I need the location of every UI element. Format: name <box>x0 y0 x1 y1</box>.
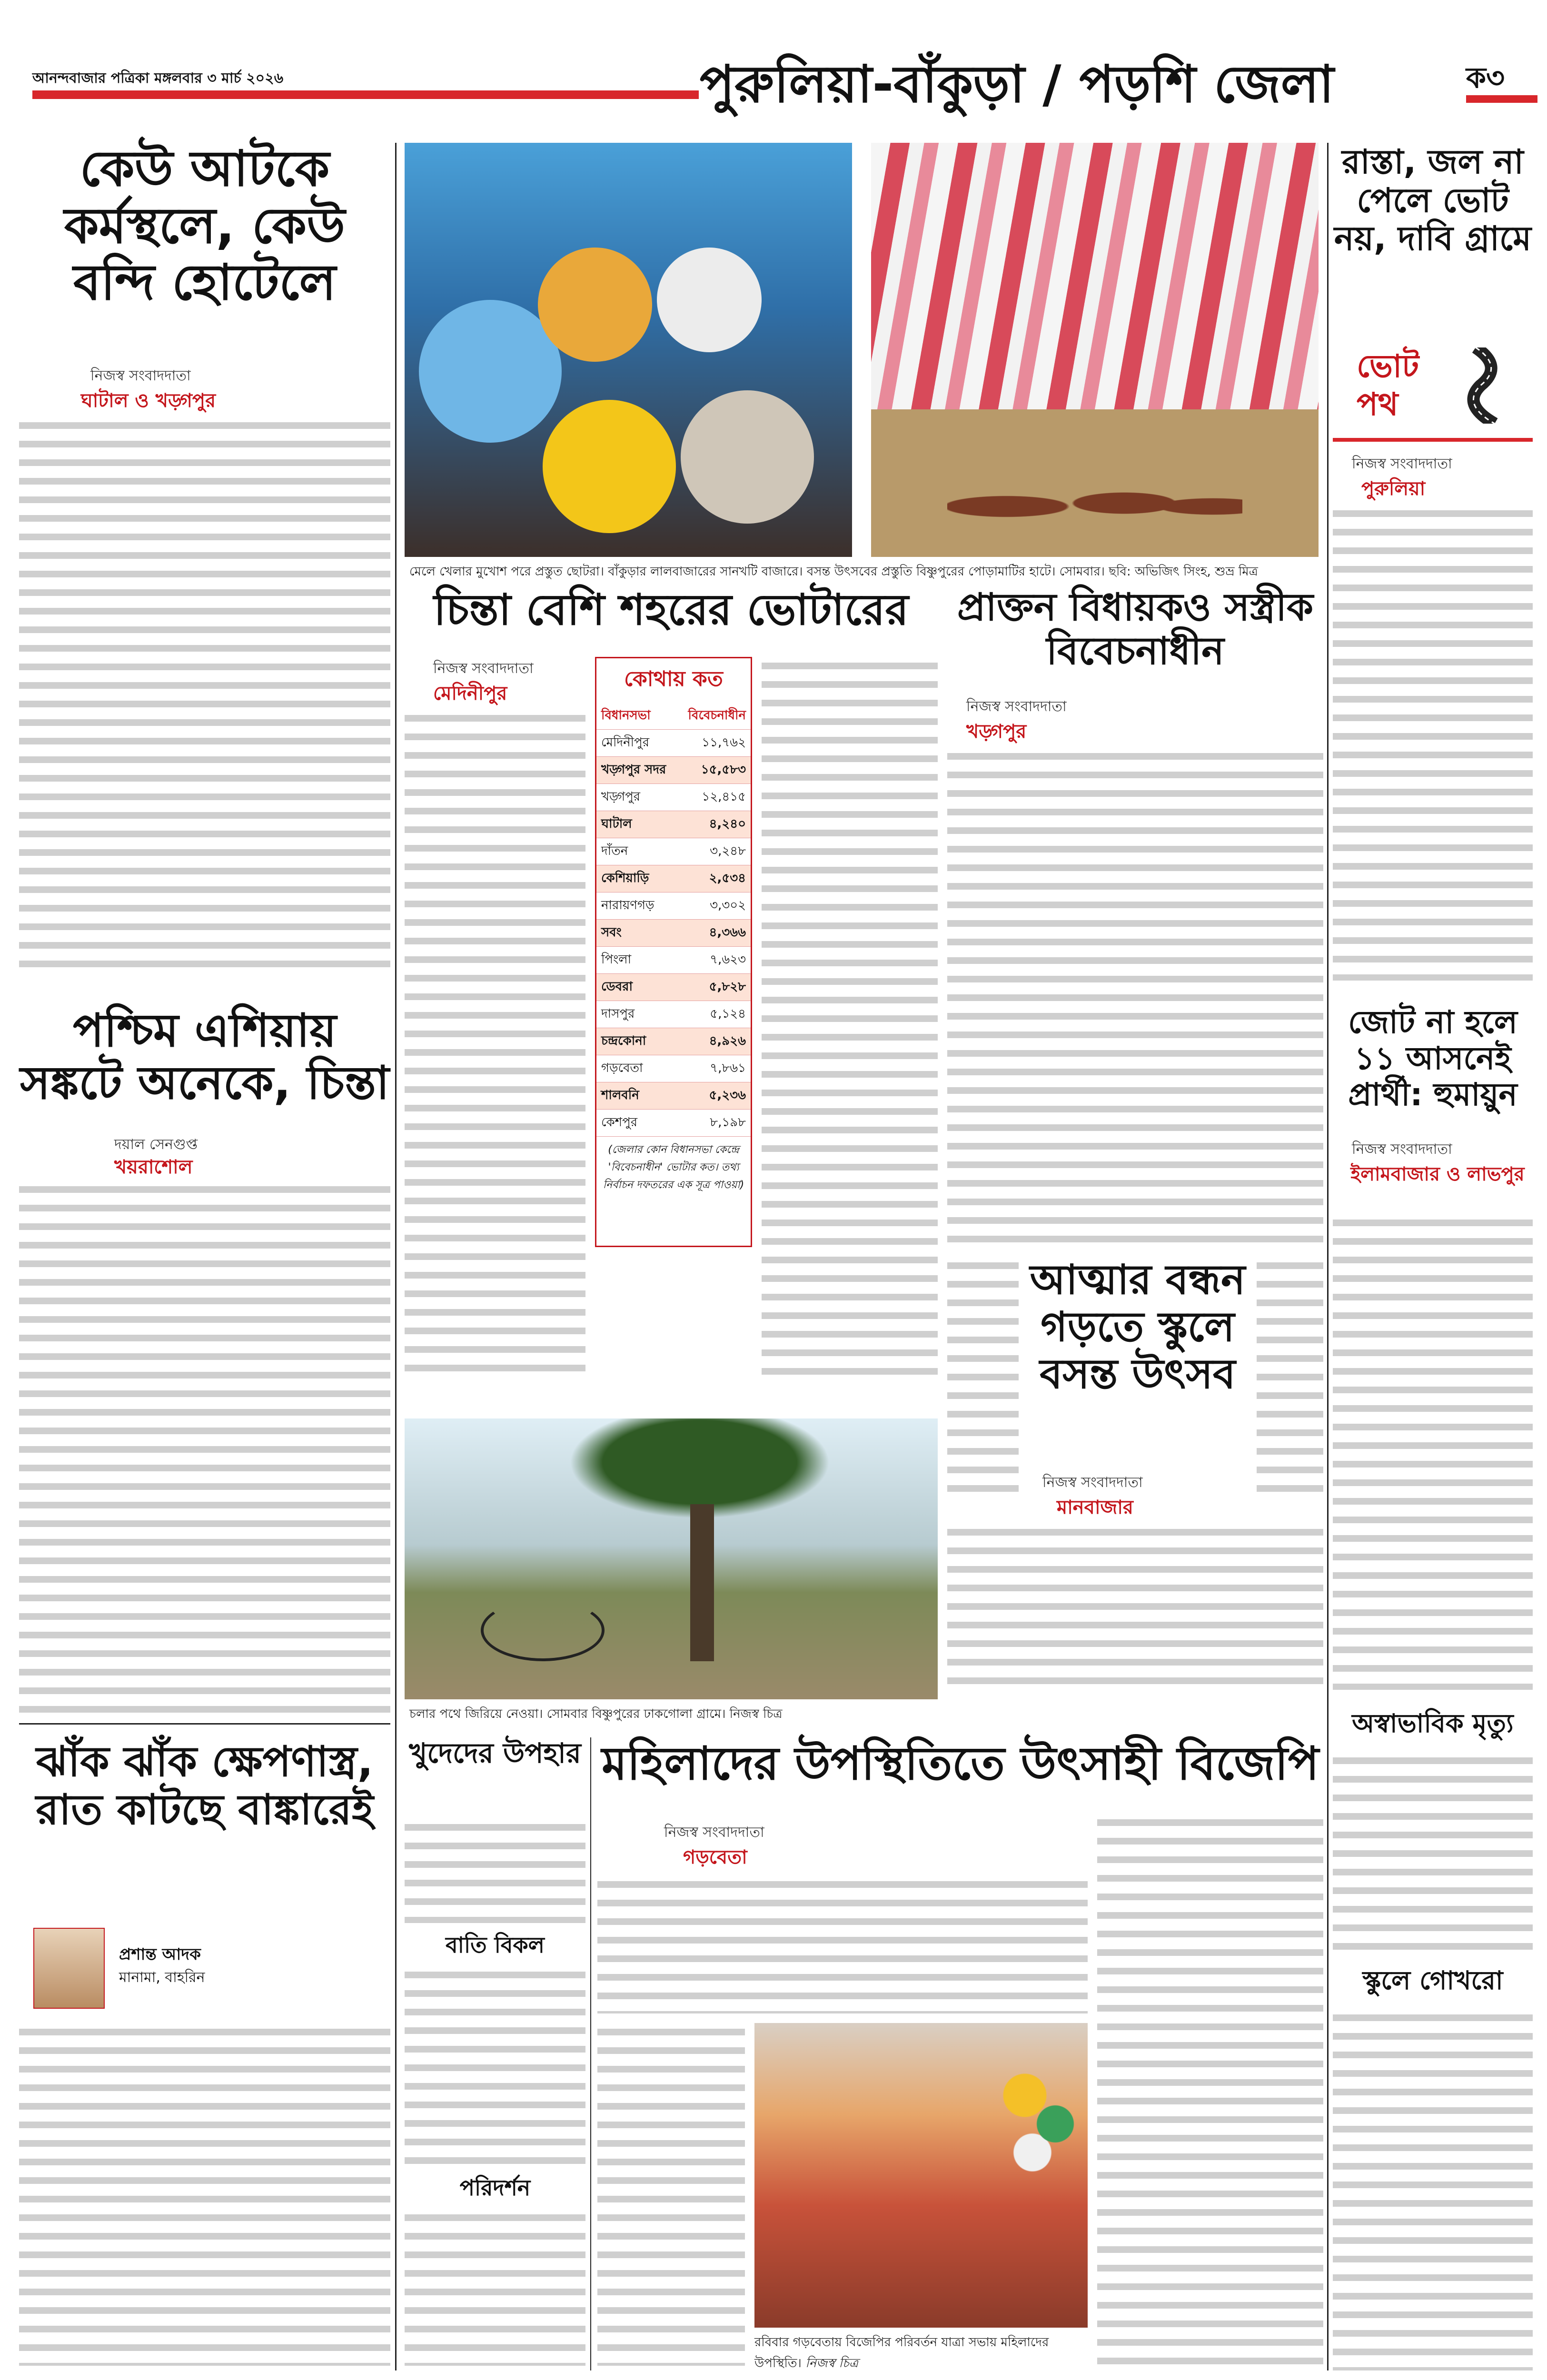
constituency-name: খড়্গপুর সদর <box>596 757 677 784</box>
constituency-name: নারায়ণগড় <box>596 892 677 920</box>
text-lines <box>19 2023 390 2366</box>
pending-count: ৪,৯২৬ <box>677 1028 751 1055</box>
article-body <box>1333 1752 1533 1952</box>
dateline: ইলামবাজার ও লাভপুর <box>1350 1163 1525 1185</box>
road-icon <box>1466 347 1509 424</box>
table-row <box>596 920 751 947</box>
table-row <box>596 1055 751 1082</box>
section-title: পুরুলিয়া-বাঁকুড়া / পড়শি জেলা <box>700 55 1334 114</box>
text-lines <box>405 709 585 1376</box>
article-body <box>19 1180 390 1714</box>
photo-fair-tent <box>871 143 1319 557</box>
headline: ঝাঁক ঝাঁক ক্ষেপণাস্ত্র, রাত কাটছে বাঙ্কারেই <box>36 1737 374 1835</box>
table-note: (জেলার কোন বিধানসভা কেন্দ্রে 'বিবেচনাধীন' ভোটার কত। তথ্য নির্বাচন দফতরের এক সূত্র পাওয়া) <box>603 1144 744 1191</box>
article-cobra <box>1333 1966 1533 2375</box>
text-lines <box>597 2023 745 2366</box>
article-body <box>1333 2009 1533 2370</box>
byline: নিজস্ব সংবাদদাতা <box>1042 1474 1143 1491</box>
constituency-name: পিংলা <box>596 947 677 974</box>
photo-caption <box>409 562 1314 583</box>
caption-1: মেলে খেলার মুখোশ পরে প্রস্তুত ছোটরা। বাঁকুড়ার লালবাজারের সানখটি বাজারে। <box>409 565 803 579</box>
photo-tree <box>405 1418 938 1699</box>
dateline: মানবাজার <box>1057 1497 1133 1518</box>
article-stranded <box>19 140 390 988</box>
headline: খুদেদের উপহার <box>409 1737 581 1769</box>
table-row <box>596 784 751 811</box>
headline: পশ্চিম এশিয়ায় সঙ্কটে অনেকে, চিন্তা <box>20 1004 389 1110</box>
text-lines <box>405 1818 585 1923</box>
pending-count: ৭,৮৬১ <box>677 1055 751 1082</box>
photo-caption <box>754 2332 1088 2374</box>
masthead <box>0 0 1547 114</box>
constituency-table <box>596 703 751 1137</box>
article-body-3 <box>947 1523 1323 1690</box>
column-rule <box>590 1737 591 2370</box>
bicycle <box>481 1599 605 1661</box>
caption-4: রবিবার গড়বেতায় বিজেপির পরিবর্তন যাত্রা সভায় মহিলাদের উপস্থিতি। <box>754 2335 1049 2370</box>
article-unnatural-death <box>1333 1709 1533 1956</box>
text-lines <box>947 747 1323 1242</box>
text-lines <box>1097 1814 1323 2366</box>
text-lines <box>1333 505 1533 981</box>
headline: প্রাক্তন বিধায়কও সস্ত্রীক বিবেচনাধীন <box>957 585 1314 673</box>
pending-count: ২,৫৩৪ <box>677 865 751 892</box>
byline: নিজস্ব সংবাদদাতা <box>1352 1141 1452 1158</box>
constituency-name: গড়বেতা <box>596 1055 677 1082</box>
column-rule <box>1327 143 1329 2370</box>
article-bunker <box>19 1737 390 2375</box>
constituency-name: দাঁতন <box>596 838 677 865</box>
text-lines <box>405 2209 585 2366</box>
constituency-name: কেশপুর <box>596 1110 677 1137</box>
column-rule <box>395 143 397 2370</box>
constituency-name: মেদিনীপুর <box>596 730 677 757</box>
text-lines <box>597 1875 1088 2013</box>
headline: মহিলাদের উপস্থিতিতে উৎসাহী বিজেপি <box>602 1737 1319 1790</box>
mask-tiger-white <box>681 390 814 524</box>
caption-credit: নিজস্ব চিত্র <box>805 2356 858 2370</box>
pending-count: ১২,৪১৫ <box>677 784 751 811</box>
text-lines <box>19 416 390 978</box>
separator <box>19 1723 390 1725</box>
mask-clown <box>657 248 762 352</box>
clay-mounds <box>947 466 1242 533</box>
text-lines <box>947 1257 1019 1495</box>
masthead-rule-right <box>1466 95 1537 103</box>
byline: নিজস্ব সংবাদদাতা <box>433 660 534 677</box>
photo-caption: চলার পথে জিরিয়ে নেওয়া। সোমবার বিষ্ণুপুরের ঢাকগোলা গ্রামে। নিজস্ব চিত্র <box>409 1707 783 1721</box>
constituency-name: ডেবরা <box>596 974 677 1001</box>
headline: চিন্তা বেশি শহরের ভোটারের <box>434 585 909 635</box>
pending-count: ১৫,৫৮৩ <box>677 757 751 784</box>
table-row <box>596 1082 751 1110</box>
table-row <box>596 1110 751 1137</box>
author-place: মানামা, বাহরিন <box>119 1969 205 1986</box>
headline: আত্মার বন্ধন গড়তে স্কুলে বসন্ত উৎসব <box>1030 1256 1246 1398</box>
table-row <box>596 730 751 757</box>
pending-count: ৪,২৪০ <box>677 811 751 838</box>
tree-trunk <box>690 1504 714 1661</box>
article-west-asia <box>19 1004 390 1718</box>
pending-count: ৫,১২৪ <box>677 1001 751 1028</box>
article-body <box>19 416 390 978</box>
col-header-pending: বিবেচনাধীন <box>677 703 751 730</box>
dateline: মেদিনীপুর <box>433 683 507 704</box>
constituency-name: খড়্গপুর <box>596 784 677 811</box>
byline: নিজস্ব সংবাদদাতা <box>664 1824 764 1841</box>
article-no-vote <box>1333 143 1533 990</box>
article-urban-voters <box>405 585 938 1395</box>
table-row <box>596 1028 751 1055</box>
text-lines <box>1333 1752 1533 1952</box>
article-ex-mla <box>947 585 1323 1252</box>
article-bjp-women <box>597 1737 1323 2375</box>
pending-count: ৭,৬২৩ <box>677 947 751 974</box>
pending-count: ৫,২৩৬ <box>677 1082 751 1110</box>
byline: দয়াল সেনগুপ্ত <box>114 1136 198 1153</box>
text-lines <box>19 1180 390 1714</box>
photo-masks <box>405 143 852 557</box>
constituency-name: দাসপুর <box>596 1001 677 1028</box>
logo-rule <box>1333 438 1533 442</box>
byline: নিজস্ব সংবাদদাতা <box>966 698 1067 715</box>
text-lines <box>405 1966 585 2166</box>
article-body <box>947 747 1323 1242</box>
issue-date: মঙ্গলবার ৩ মার্চ ২০২৬ <box>154 70 284 87</box>
headline: কেউ আটকে কর্মস্থলে, কেউ বন্দি হোটেলে <box>64 139 346 312</box>
paper-date-line <box>32 67 283 91</box>
dateline: পুরুলিয়া <box>1361 478 1426 500</box>
headline: অস্বাভাবিক মৃত্যু <box>1352 1708 1514 1738</box>
photo-rally <box>754 2023 1088 2328</box>
article-body <box>1333 505 1533 981</box>
article-body-3 <box>405 2209 585 2366</box>
table-box <box>595 657 752 1247</box>
table-row <box>596 1001 751 1028</box>
series-logo <box>1357 347 1509 433</box>
dateline: খড়্গপুর <box>966 721 1027 743</box>
pending-count: ৩,২৪৮ <box>677 838 751 865</box>
article-body <box>19 2023 390 2366</box>
text-lines <box>1333 1214 1533 1690</box>
page-number: ক৩ <box>1466 61 1505 95</box>
table-row <box>596 811 751 838</box>
text-lines <box>1257 1257 1323 1495</box>
dateline: খয়রাশোল <box>114 1156 193 1178</box>
table-row <box>596 974 751 1001</box>
constituency-name: সবং <box>596 920 677 947</box>
text-lines <box>947 1523 1323 1690</box>
constituency-name: শালবনি <box>596 1082 677 1110</box>
author-name: প্রশান্ত আদক <box>119 1945 201 1964</box>
pending-count: ৩,৩০২ <box>677 892 751 920</box>
author-photo <box>33 1928 105 2009</box>
article-gifts <box>405 1737 585 2375</box>
constituency-name: ঘাটাল <box>596 811 677 838</box>
article-body-2 <box>762 657 938 1376</box>
table-row <box>596 892 751 920</box>
pending-count: ১১,৭৬২ <box>677 730 751 757</box>
byline: নিজস্ব সংবাদদাতা <box>1352 456 1452 472</box>
constituency-name: চন্দ্রকোনা <box>596 1028 677 1055</box>
article-body-2 <box>1257 1257 1323 1495</box>
pending-count: ৫,৮২৮ <box>677 974 751 1001</box>
subhead-light-outage: বাতি বিকল <box>446 1932 545 1958</box>
article-body-2 <box>1097 1814 1323 2366</box>
article-body <box>405 1818 585 1923</box>
pending-count: ৮,১৯৮ <box>677 1110 751 1137</box>
mask-tiger <box>543 400 676 533</box>
pending-count: ৪,৩৬৬ <box>677 920 751 947</box>
col-header-constituency: বিধানসভা <box>596 703 677 730</box>
caption-2: বসন্ত উৎসবের প্রস্তুতি বিষ্ণুপুরের পোড়ামাটির হাটে। সোমবার। ছবি: অভিজিৎ সিংহ, শুভ্র মিত্র <box>806 565 1258 579</box>
article-body <box>597 1875 1088 2013</box>
headline: রাস্তা, জল না পেলে ভোট নয়, দাবি গ্রামে <box>1334 142 1532 258</box>
mask-rabbit <box>419 300 562 443</box>
article-body-3 <box>597 2023 745 2366</box>
balloons <box>1002 2061 1078 2175</box>
mask-lion <box>538 248 652 362</box>
table-row <box>596 838 751 865</box>
table-row <box>596 865 751 892</box>
article-humayun <box>1333 1004 1533 1690</box>
constituency-name: কেশিয়াড়ি <box>596 865 677 892</box>
article-body <box>405 709 585 1376</box>
byline: নিজস্ব সংবাদদাতা <box>90 367 191 384</box>
article-body-2 <box>405 1966 585 2166</box>
subhead-inspection: পরিদর্শন <box>459 2175 531 2201</box>
article-basanta-utsav <box>947 1257 1323 1695</box>
text-lines <box>1333 2009 1533 2370</box>
table-header <box>596 703 751 730</box>
table-body <box>596 730 751 1137</box>
table-row <box>596 757 751 784</box>
series-logo-text: ভোট পথ <box>1357 348 1419 423</box>
table-row <box>596 947 751 974</box>
headline: জোট না হলে ১১ আসনেই প্রার্থী: হুমায়ুন <box>1348 1004 1517 1113</box>
text-lines <box>762 657 938 1376</box>
masthead-rule-left <box>32 90 699 99</box>
article-body <box>1333 1214 1533 1690</box>
paper-name: আনন্দবাজার পত্রিকা <box>32 70 149 87</box>
article-body <box>947 1257 1019 1495</box>
dateline: ঘাটাল ও খড়্গপুর <box>81 390 216 412</box>
masks-illustration <box>405 143 852 557</box>
headline: স্কুলে গোখরো <box>1362 1965 1503 1995</box>
table-title: কোথায় কত <box>624 667 723 691</box>
dateline: গড়বেতা <box>683 1846 747 1868</box>
